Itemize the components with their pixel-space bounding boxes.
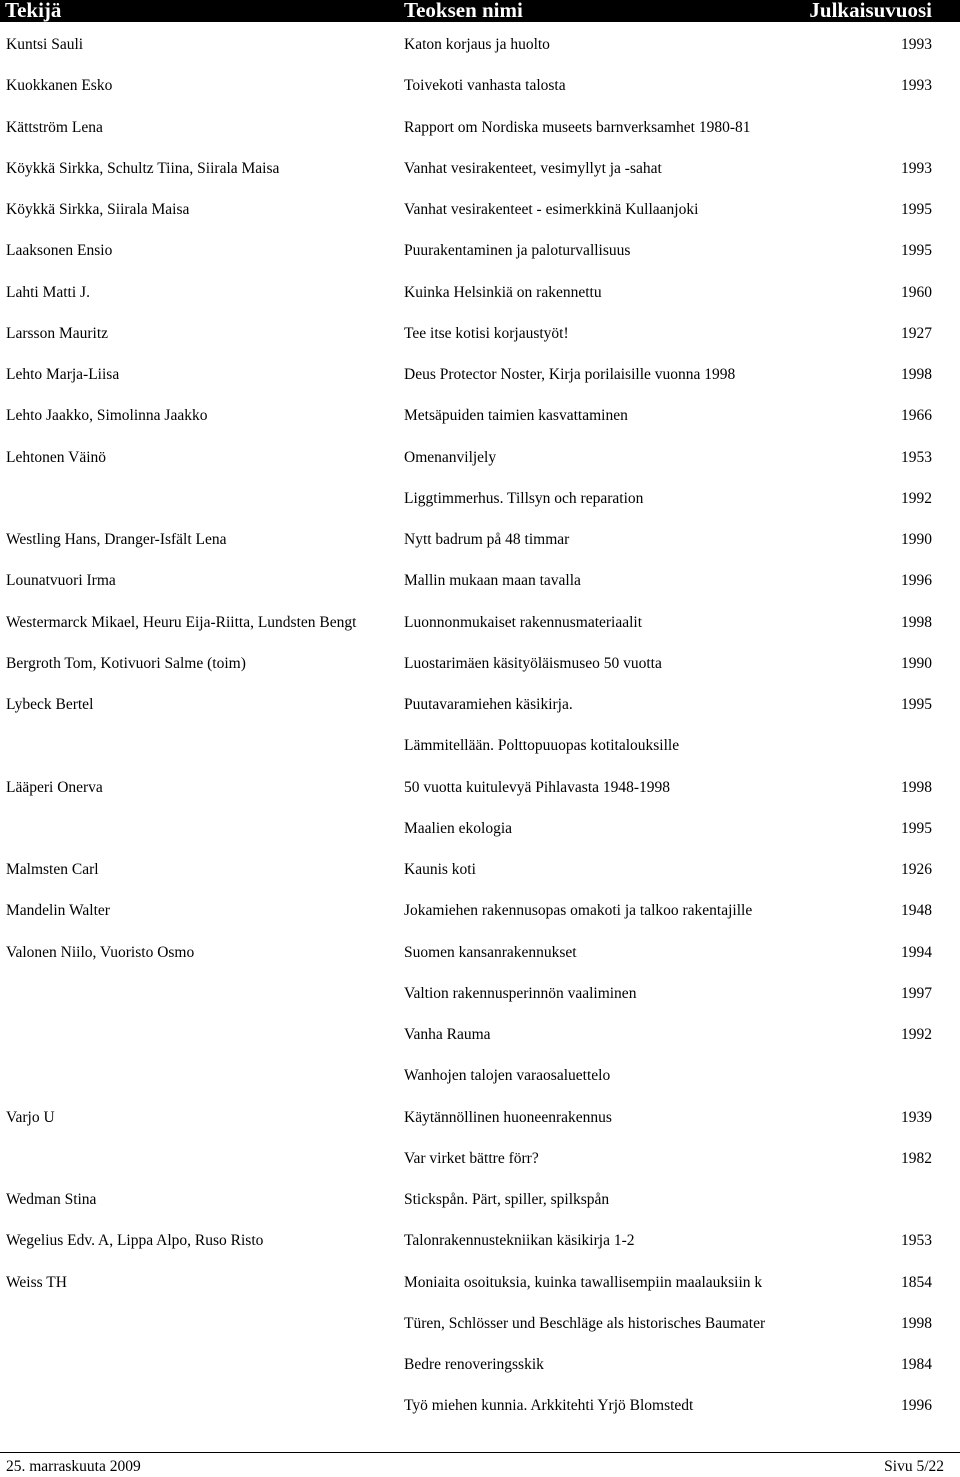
title-cell: Vanha Rauma [404,1026,491,1043]
author-cell: Wegelius Edv. A, Lippa Alpo, Ruso Risto [6,1232,264,1250]
table-row [0,395,960,436]
year-cell: 1948 [901,902,932,920]
title-cell: Valtion rakennusperinnön vaaliminen [404,984,637,1002]
year-cell: 1939 [901,1108,932,1126]
table-row [0,1097,960,1138]
table-row [0,272,960,313]
author-cell: Valonen Niilo, Vuoristo Osmo [6,943,195,961]
author-cell: Köykkä Sirkka, Siirala Maisa [6,201,190,218]
year-cell: 1995 [901,819,932,837]
title-cell: Kuinka Helsinkiä on rakennettu [404,283,602,301]
year-cell: 1960 [901,283,932,301]
title-cell: Talonrakennustekniikan käsikirja 1-2 [404,1232,635,1250]
title-cell: Katon korjaus ja huolto [404,36,550,53]
title-cell: Puurakentaminen ja paloturvallisuus [404,242,631,260]
author-cell: Lehto Marja-Liisa [6,366,120,383]
table-row [0,313,960,354]
book-list [0,24,960,1427]
table-row [0,932,960,973]
year-cell: 1992 [901,489,932,507]
table-row [0,478,960,519]
year-cell: 1966 [901,407,932,425]
table-row [0,24,960,65]
title-cell: Liggtimmerhus. Tillsyn och reparation [404,489,644,507]
title-cell: Lämmitellään. Polttopuuopas kotitalouksille [404,737,680,755]
author-cell: Laaksonen Ensio [6,242,113,260]
table-row [0,1385,960,1426]
year-cell: 1998 [901,1314,932,1332]
title-cell: Maalien ekologia [404,819,513,837]
author-cell: Weiss TH [6,1273,67,1291]
title-cell: Deus Protector Noster, Kirja porilaisille vuonna 1998 [404,366,736,383]
table-row [0,1138,960,1179]
title-cell: Käytännöllinen huoneenrakennus [404,1108,612,1126]
table-row [0,519,960,560]
author-cell: Lehtonen Väinö [6,448,107,466]
table-row [0,1014,960,1055]
title-cell: Var virket bättre förr? [404,1149,539,1167]
table-row [0,602,960,643]
title-cell: Türen, Schlösser und Beschläge als historisches Baumater [404,1314,766,1332]
title-cell: Vanhat vesirakenteet - esimerkkinä Kullaanjoki [404,201,699,218]
table-row [0,560,960,601]
title-cell: Toivekoti vanhasta talosta [404,77,566,95]
title-cell: Metsäpuiden taimien kasvattaminen [404,407,628,425]
year-cell: 1984 [901,1356,932,1373]
year-cell: 1998 [901,778,932,796]
table-row [0,230,960,271]
title-cell: Rapport om Nordiska museets barnverksamhet 1980-81 [404,118,751,136]
title-cell: Kaunis koti [404,861,476,878]
table-header [0,0,960,22]
author-cell: Westling Hans, Dranger-Isfält Lena [6,531,227,548]
table-row [0,1303,960,1344]
footer-date: 25. marraskuuta 2009 [6,1458,141,1475]
year-cell: 1990 [901,654,932,672]
title-cell: Mallin mukaan maan tavalla [404,572,581,590]
author-cell: Varjo U [6,1108,55,1126]
table-row [0,65,960,106]
year-cell: 1997 [901,984,932,1002]
table-row [0,1262,960,1303]
author-cell: Lääperi Onerva [6,778,103,796]
title-cell: Tee itse kotisi korjaustyöt! [404,324,569,342]
title-cell: Suomen kansanrakennukset [404,943,577,961]
table-row [0,189,960,230]
year-cell: 1996 [901,572,932,590]
title-cell: Luostarimäen käsityöläismuseo 50 vuotta [404,654,662,672]
table-row [0,849,960,890]
title-cell: Vanhat vesirakenteet, vesimyllyt ja -sahat [404,159,662,177]
title-cell: 50 vuotta kuitulevyä Pihlavasta 1948-1998 [404,778,671,796]
column-header-author: Tekijä [5,0,62,22]
title-cell: Nytt badrum på 48 timmar [404,531,570,548]
author-cell: Mandelin Walter [6,902,110,920]
year-cell: 1998 [901,366,932,383]
year-cell: 1995 [901,201,932,218]
title-cell: Wanhojen talojen varaosaluettelo [404,1067,611,1085]
author-cell: Wedman Stina [6,1191,97,1208]
title-cell: Omenanviljely [404,448,497,466]
author-cell: Larsson Mauritz [6,324,109,342]
year-cell: 1998 [901,613,932,631]
author-cell: Kuntsi Sauli [6,36,84,53]
title-cell: Bedre renoveringsskik [404,1356,544,1373]
year-cell: 1953 [901,448,932,466]
table-row [0,1220,960,1261]
title-cell: Moniaita osoituksia, kuinka tawallisempiin maalauksiin k [404,1273,763,1291]
table-row [0,148,960,189]
title-cell: Stickspån. Pärt, spiller, spilkspån [404,1191,610,1208]
author-cell: Lehto Jaakko, Simolinna Jaakko [6,407,208,425]
table-row [0,437,960,478]
table-row [0,890,960,931]
column-header-title: Teoksen nimi [404,0,523,22]
table-row [0,973,960,1014]
table-row [0,684,960,725]
author-cell: Kättström Lena [6,118,103,136]
year-cell: 1927 [901,324,932,342]
footer-page-number: Sivu 5/22 [884,1458,944,1475]
year-cell: 1992 [901,1026,932,1043]
table-row [0,1179,960,1220]
footer-divider [0,1452,960,1453]
table-row [0,643,960,684]
table-row [0,107,960,148]
table-row [0,767,960,808]
title-cell: Luonnonmukaiset rakennusmateriaalit [404,613,643,631]
author-cell: Bergroth Tom, Kotivuori Salme (toim) [6,654,246,672]
title-cell: Työ miehen kunnia. Arkkitehti Yrjö Blomstedt [404,1397,694,1415]
table-row [0,1344,960,1385]
author-cell: Lounatvuori Irma [6,572,116,590]
author-cell: Köykkä Sirkka, Schultz Tiina, Siirala Maisa [6,159,280,177]
column-header-year: Julkaisuvuosi [809,0,932,22]
year-cell: 1982 [901,1149,932,1167]
author-cell: Westermarck Mikael, Heuru Eija-Riitta, Lundsten Bengt [6,613,357,631]
year-cell: 1995 [901,242,932,260]
year-cell: 1953 [901,1232,932,1250]
year-cell: 1926 [901,861,932,878]
year-cell: 1990 [901,531,932,548]
author-cell: Kuokkanen Esko [6,77,113,95]
year-cell: 1993 [901,159,932,177]
author-cell: Malmsten Carl [6,861,99,878]
year-cell: 1854 [901,1273,932,1291]
table-row [0,1055,960,1096]
author-cell: Lahti Matti J. [6,283,90,301]
title-cell: Jokamiehen rakennusopas omakoti ja talkoo rakentajille [404,902,753,920]
year-cell: 1994 [901,943,932,961]
author-cell: Lybeck Bertel [6,696,94,713]
year-cell: 1995 [901,696,932,713]
title-cell: Puutavaramiehen käsikirja. [404,696,573,713]
table-row [0,808,960,849]
year-cell: 1993 [901,77,932,95]
year-cell: 1996 [901,1397,932,1415]
table-row [0,354,960,395]
year-cell: 1993 [901,36,932,53]
table-row [0,725,960,766]
